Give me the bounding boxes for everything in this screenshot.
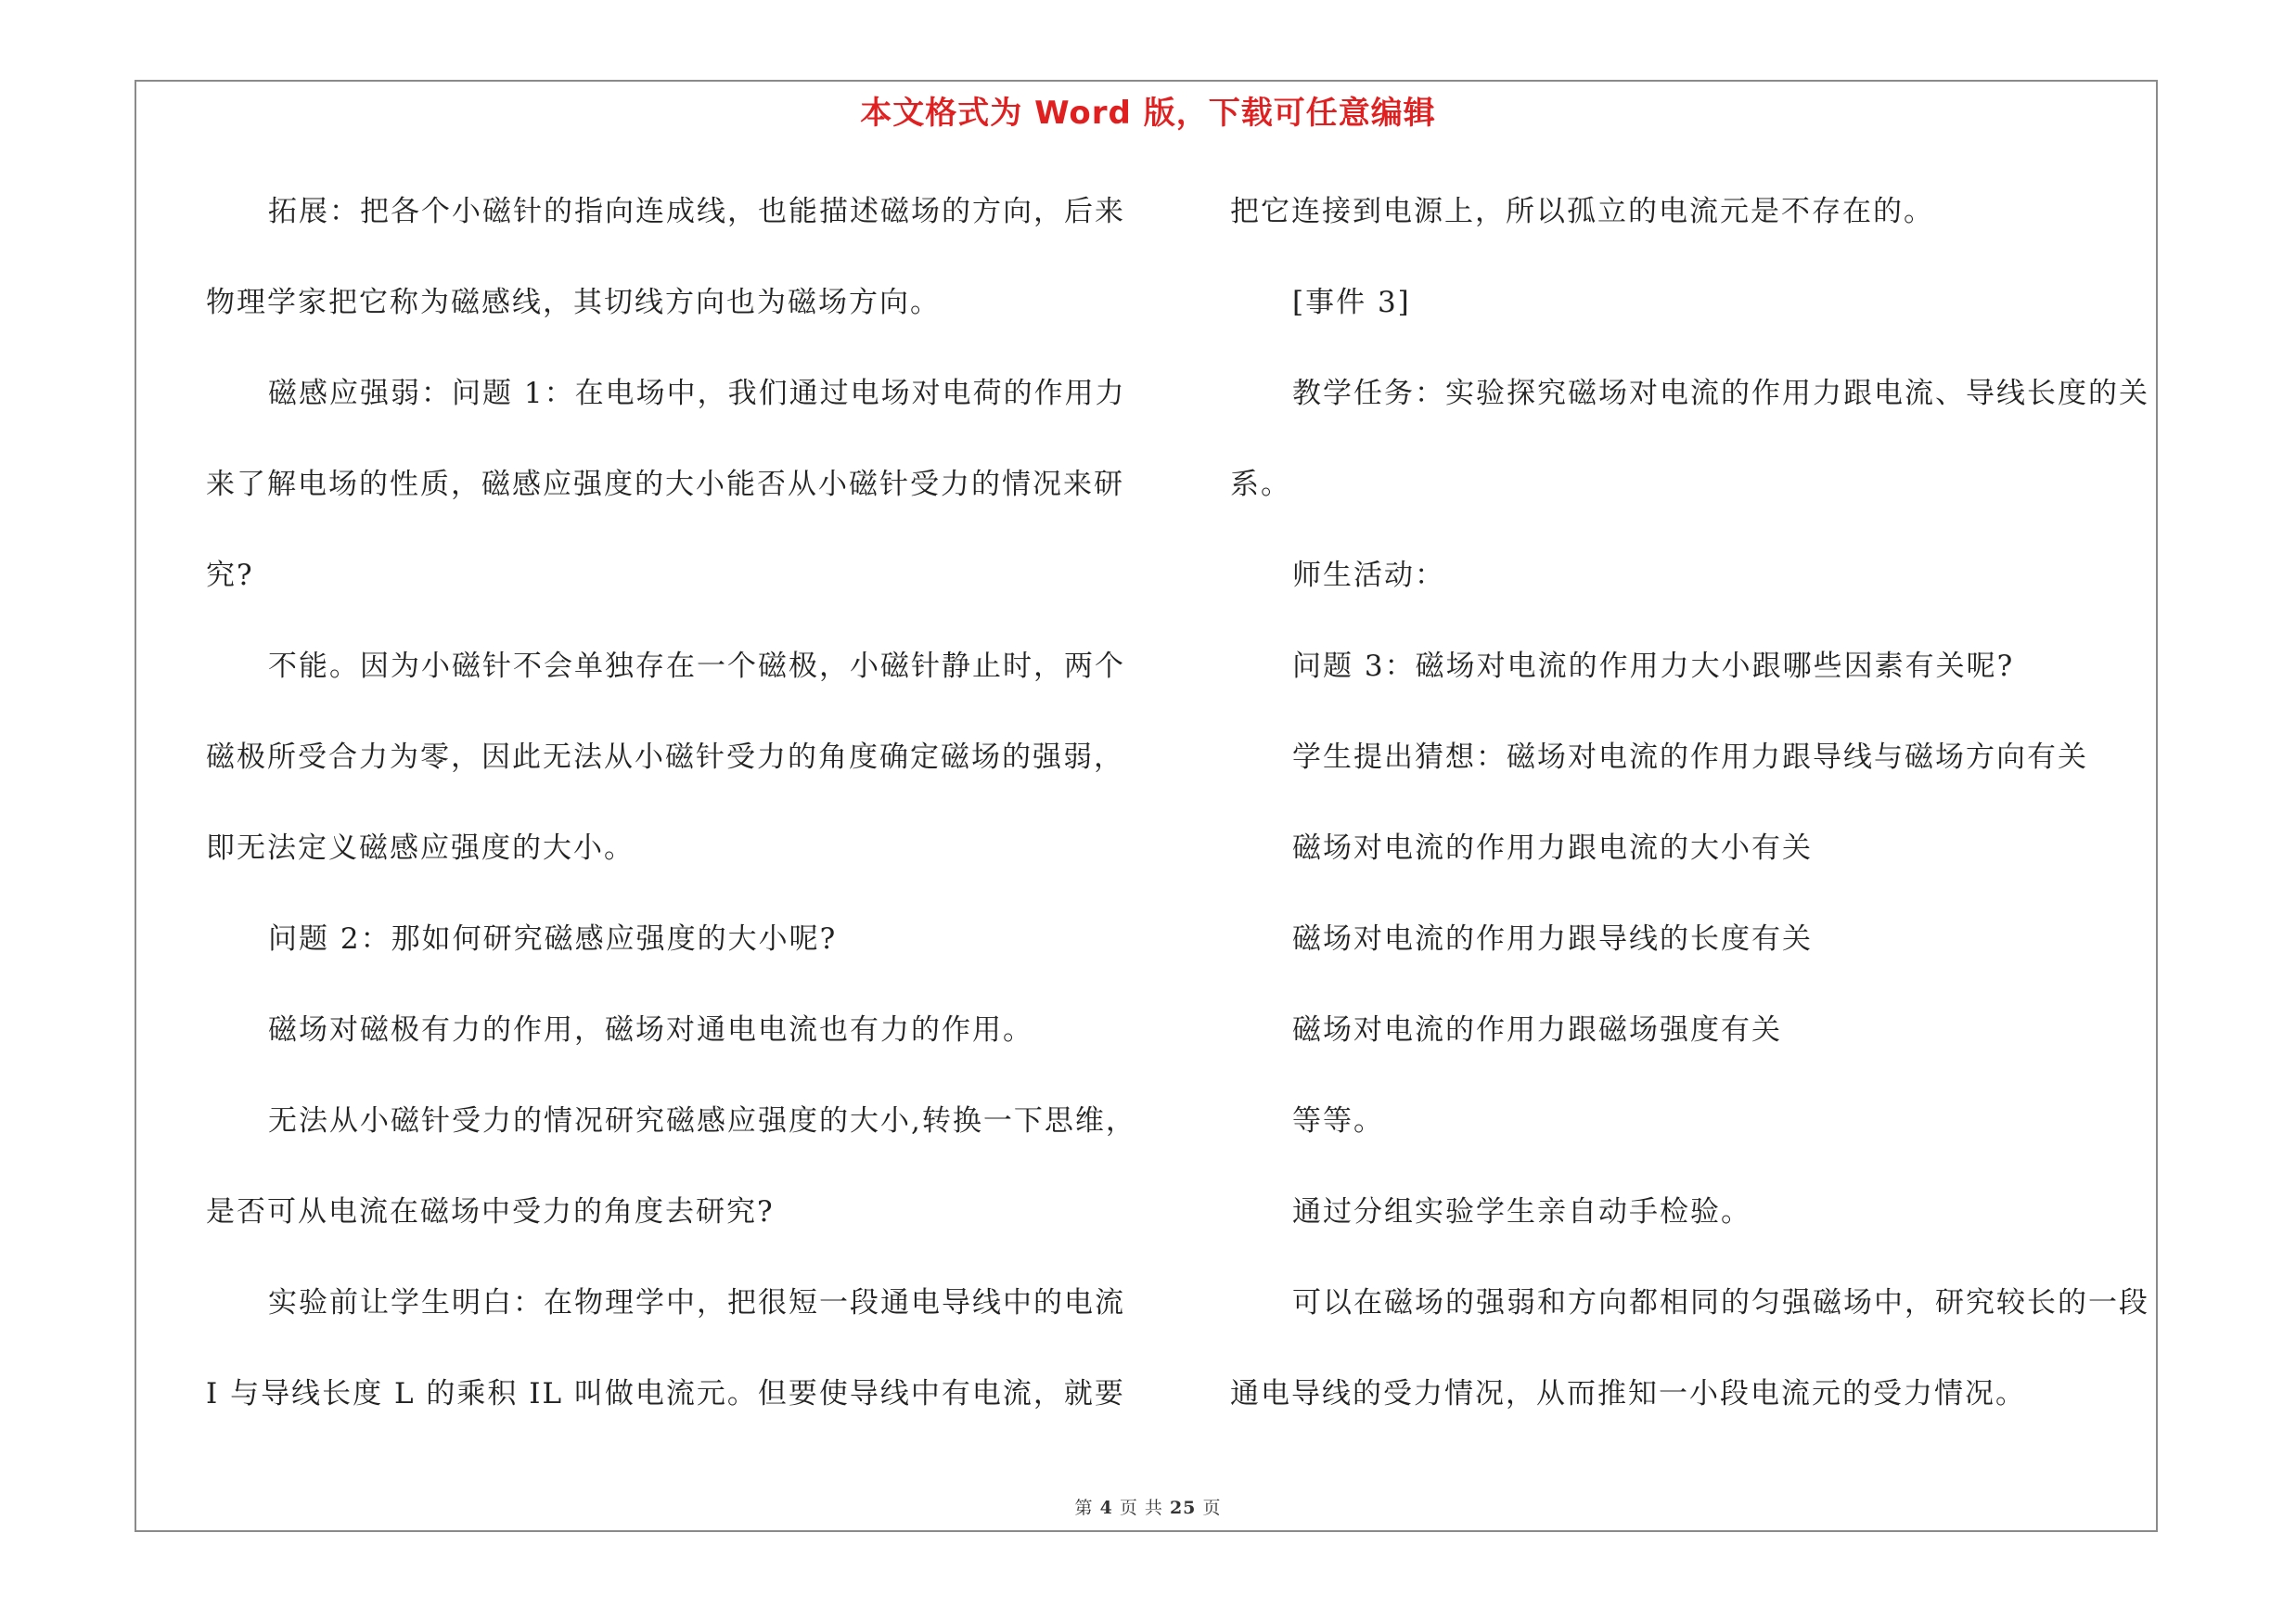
text-line: 物理学家把它称为磁感线，其切线方向也为磁场方向。 <box>206 286 941 319</box>
text-line: 通电导线的受力情况，从而推知一小段电流元的受力情况。 <box>1230 1377 2026 1410</box>
text-line: 来了解电场的性质，磁感应强度的大小能否从小磁针受力的情况来研 <box>206 468 1124 501</box>
text-line: 磁场对电流的作用力跟导线的长度有关 <box>1292 922 1813 956</box>
text-line: 即无法定义磁感应强度的大小。 <box>206 831 635 865</box>
footer-suffix: 页 <box>1202 1498 1222 1518</box>
text-line: I 与导线长度 L 的乘积 IL 叫做电流元。但要使导线中有电流，就要 <box>206 1377 1125 1410</box>
text-line: 学生提出猜想：磁场对电流的作用力跟导线与磁场方向有关 <box>1292 741 2088 774</box>
text-line: 磁极所受合力为零，因此无法从小磁针受力的角度确定磁场的强弱， <box>206 741 1124 774</box>
text-line: 是否可从电流在磁场中受力的角度去研究? <box>206 1195 775 1229</box>
text-line: 实验前让学生明白：在物理学中，把很短一段通电导线中的电流 <box>268 1286 1125 1320</box>
text-line: 系。 <box>1230 468 1291 501</box>
total-page-count: 25 <box>1169 1498 1197 1518</box>
text-line: 究? <box>206 559 254 592</box>
text-line: 磁场对电流的作用力跟磁场强度有关 <box>1292 1013 1782 1047</box>
text-line: 把它连接到电源上，所以孤立的电流元是不存在的。 <box>1230 195 1934 228</box>
text-line: 无法从小磁针受力的情况研究磁感应强度的大小,转换一下思维， <box>268 1104 1136 1138</box>
text-line: 磁场对电流的作用力跟电流的大小有关 <box>1292 831 1813 865</box>
text-line: 通过分组实验学生亲自动手检验。 <box>1292 1195 1751 1229</box>
text-line: 可以在磁场的强弱和方向都相同的匀强磁场中，研究较长的一段 <box>1292 1286 2149 1320</box>
text-line: 拓展：把各个小磁针的指向连成线，也能描述磁场的方向，后来 <box>268 195 1125 228</box>
current-page-number: 4 <box>1099 1498 1113 1518</box>
footer-middle: 页 共 <box>1119 1498 1163 1518</box>
left-text-column <box>206 181 1143 1454</box>
text-line: 问题 2：那如何研究磁感应强度的大小呢? <box>268 922 838 956</box>
right-text-column <box>1230 181 2162 1454</box>
text-line: 磁场对磁极有力的作用，磁场对通电电流也有力的作用。 <box>268 1013 1033 1047</box>
footer-prefix: 第 <box>1074 1498 1094 1518</box>
text-line: 师生活动： <box>1292 559 1445 592</box>
text-line: 等等。 <box>1292 1104 1384 1138</box>
text-line: [事件 3] <box>1292 286 1411 319</box>
text-line: 教学任务：实验探究磁场对电流的作用力跟电流、导线长度的关 <box>1292 377 2149 410</box>
document-header-banner: 本文格式为 Word 版，下载可任意编辑 <box>860 95 1436 132</box>
text-line: 不能。因为小磁针不会单独存在一个磁极，小磁针静止时，两个 <box>268 650 1125 683</box>
text-line: 磁感应强弱：问题 1：在电场中，我们通过电场对电荷的作用力 <box>268 377 1126 410</box>
page-number-footer <box>0 1494 2296 1519</box>
text-line: 问题 3：磁场对电流的作用力大小跟哪些因素有关呢? <box>1292 650 2015 683</box>
